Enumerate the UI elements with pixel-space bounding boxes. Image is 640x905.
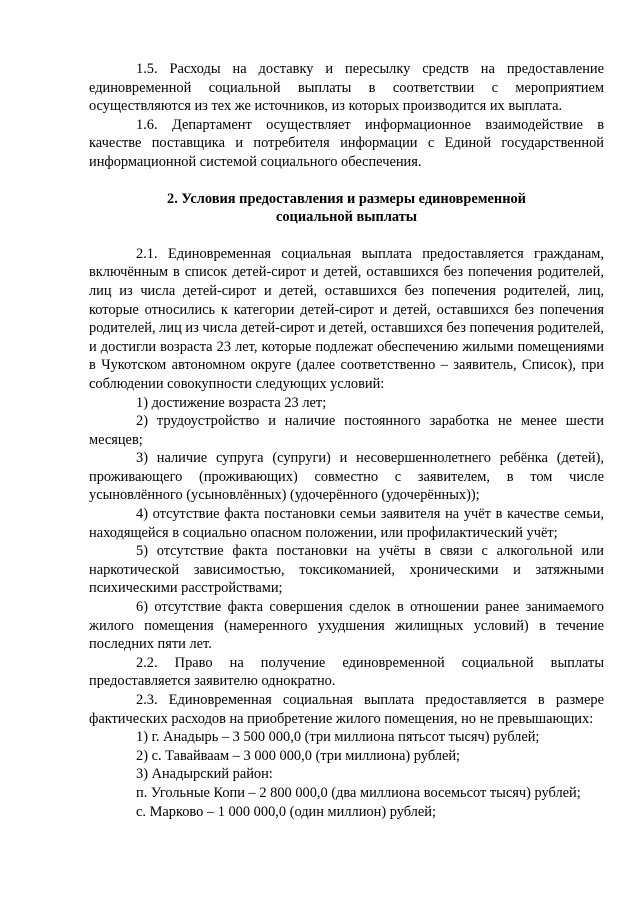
amount-tavaivaam: 2) с. Тавайваам – 3 000 000,0 (три миллиона) рублей; (136, 747, 461, 764)
paragraph-2-1: 2.1. Единовременная социальная выплата предоставляется гражданам, включённым в список детей-сирот и детей, оставшихся без попечения родителей, лиц из числа детей-сирот и детей, оставшихся без попечения родителей, лиц, которые относились к категории детей-сирот и детей, оставшихся без попечения родителей, лиц из числа детей-сирот и детей, оставшихся без попечения родителей, и достигли возраста 23 лет, которые подлежат обеспечению жилыми помещениями в Чукотском автономном округе (далее соответственно – заявитель, Список), при соблюдении совокупности следующих условий: (89, 245, 604, 392)
paragraph-2-3: 2.3. Единовременная социальная выплата предоставляется в размере фактических расходов на приобретение жилого помещения, но не превышающих: (89, 692, 604, 727)
amount-anadyr: 1) г. Анадырь – 3 500 000,0 (три миллиона пятьсот тысяч) рублей; (136, 729, 540, 746)
condition-6: 6) отсутствие факта совершения сделок в отношении ранее занимаемого жилого помещения (намеренного ухудшения жилищных условий) в течение последних пяти лет. (89, 599, 604, 653)
paragraph-1-6: 1.6. Департамент осуществляет информационное взаимодействие в качестве поставщика и потребителя информации с Единой государственной информационной системой социального обеспечения. (89, 116, 604, 170)
condition-2: 2) трудоустройство и наличие постоянного заработка не менее шести месяцев; (89, 413, 604, 448)
condition-3: 3) наличие супруга (супруги) и несовершеннолетнего ребёнка (детей), проживающего (проживающих) совместно с заявителем, в том числе усыновлённого (усыновлённых) (удочерённого (удочерённых)); (89, 450, 604, 504)
condition-1: 1) достижение возраста 23 лет; (136, 394, 327, 411)
section-2-heading-line-1: 2. Условия предоставления и размеры единовременной (167, 190, 526, 207)
section-2-heading-line-2: социальной выплаты (275, 209, 418, 226)
paragraph-1-5: 1.5. Расходы на доставку и пересылку средств на предоставление единовременной социальной выплаты в соответствии с мероприятием осуществляются из тех же источников, из которых производится их выплата. (89, 61, 604, 115)
anadyr-district-label: 3) Анадырский район: (136, 766, 273, 783)
document-body (89, 60, 604, 821)
amount-ugolnye-kopi: п. Угольные Копи – 2 800 000,0 (два миллиона восемьсот тысяч) рублей; (136, 784, 581, 801)
amount-markovo: с. Марково – 1 000 000,0 (один миллион) рублей; (136, 803, 436, 820)
condition-5: 5) отсутствие факта постановки на учёты в связи с алкогольной или наркотической зависимостью, токсикоманией, хроническими и затяжными психическими расстройствами; (89, 543, 604, 597)
condition-4: 4) отсутствие факта постановки семьи заявителя на учёт в качестве семьи, находящейся в социально опасном положении, или профилактический учёт; (89, 506, 604, 541)
paragraph-2-2: 2.2. Право на получение единовременной социальной выплаты предоставляется заявителю однократно. (89, 654, 604, 690)
section-2-heading (89, 190, 604, 227)
